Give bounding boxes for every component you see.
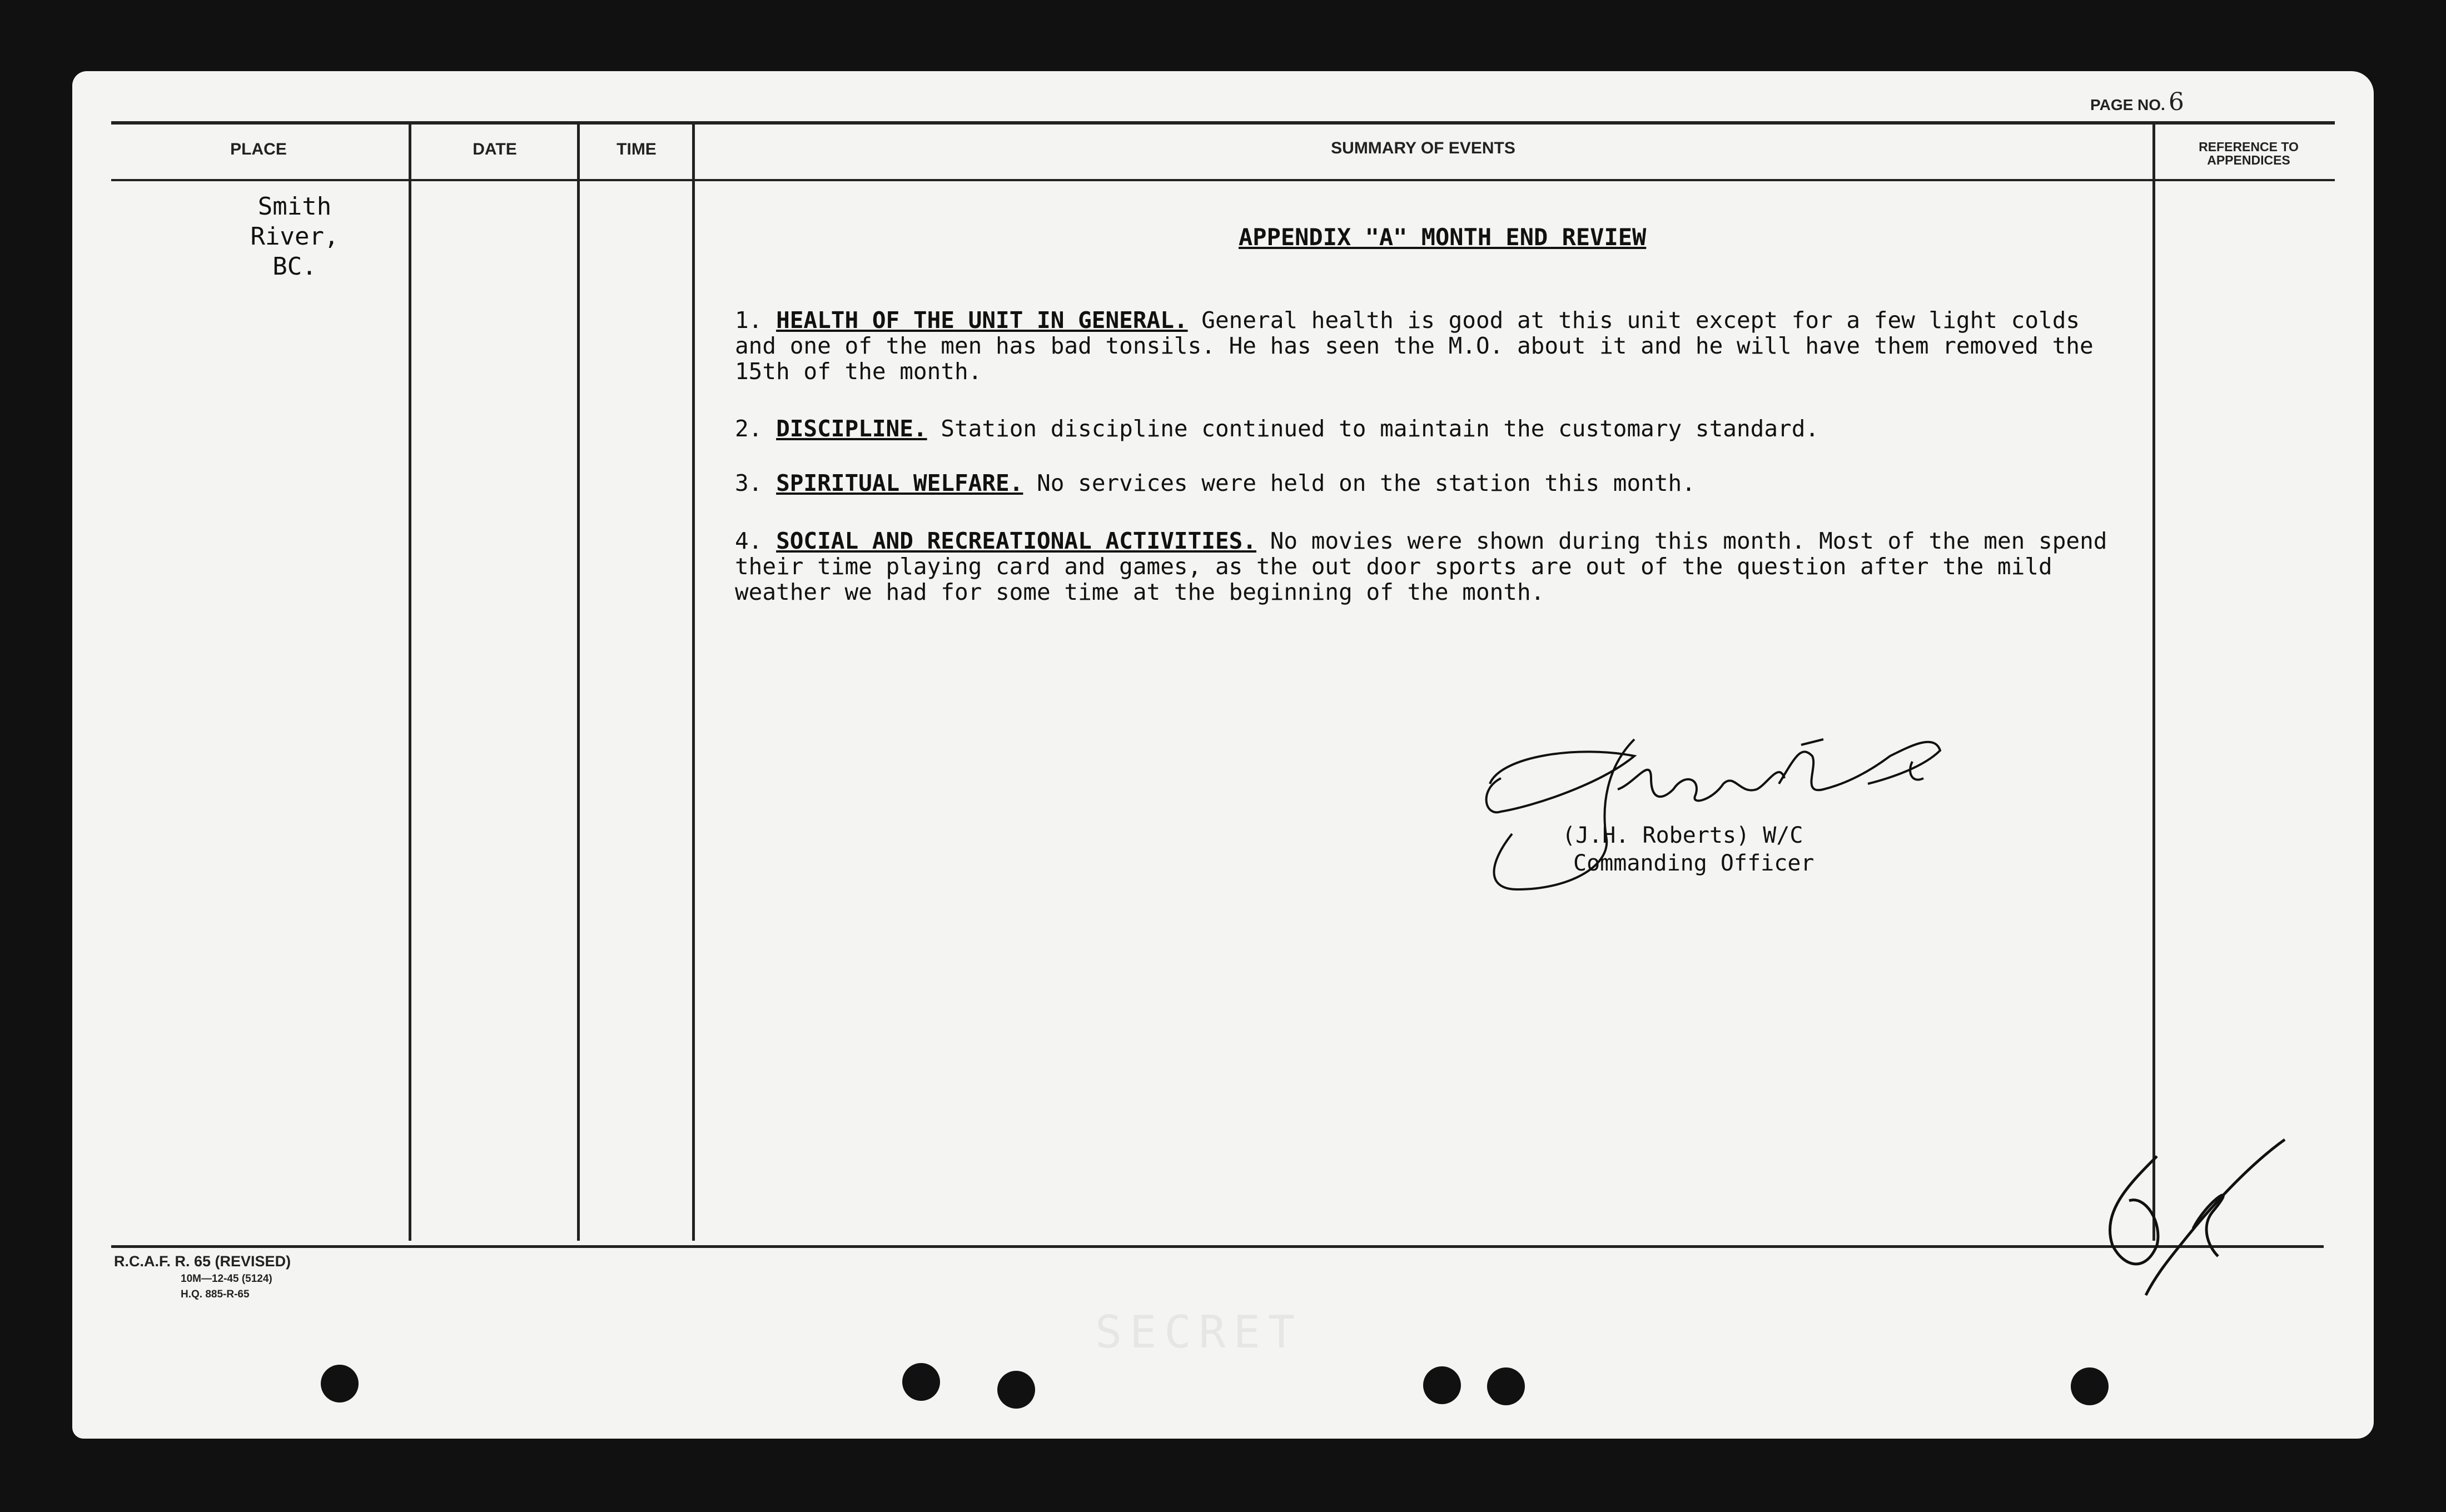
item-number: 4. [735,528,763,554]
punch-hole [2071,1367,2109,1405]
header-date: DATE [473,140,517,158]
item-number: 2. [735,415,763,442]
header-rule [111,179,2335,181]
item-number: 3. [735,470,763,496]
punch-hole [902,1363,940,1401]
item-heading: DISCIPLINE. [776,415,927,442]
punch-hole [997,1371,1035,1409]
punch-hole [321,1365,359,1402]
item-number: 1. [735,307,763,334]
place-value: Smith River, BC. [250,192,339,281]
item-text: General health is good at this unit except for a few light colds and one of the men has bad tonsils. He has seen the M.O. about it and he will have them removed the 15th of the month. [735,307,2094,385]
document-sheet [72,71,2374,1439]
column-divider-summary [2152,123,2155,1241]
top-rule [111,121,2335,125]
item-text: No movies were shown during this month. Most of the men spend their time playing card and games, as the out door sports are out of the question after the mild weather we had for some time at the beginning of the month. [735,528,2107,605]
column-divider-date [577,123,580,1241]
watermark-text: SECRET [1095,1306,1302,1358]
bottom-rule [111,1245,2324,1248]
punch-hole [1423,1366,1461,1404]
item-text: No services were held on the station this month. [1037,470,1696,496]
item-text: Station discipline continued to maintain the customary standard. [941,415,1819,442]
list-item [735,470,2114,496]
page-number-label: PAGE NO. [2090,96,2165,113]
header-place: PLACE [230,140,287,158]
print-line: 10M—12-45 (5124) [181,1273,272,1285]
list-item [735,307,2114,384]
header-reference: REFERENCE TO APPENDICES [2199,140,2299,167]
page-number-value: 6 [2168,88,2184,116]
list-item [735,528,2114,605]
column-divider-place [409,123,411,1241]
page-number [2090,88,2184,116]
signatory-name: (J.H. Roberts) W/C [1562,823,1803,848]
header-summary: SUMMARY OF EVENTS [1331,139,1515,157]
item-heading: SPIRITUAL WELFARE. [776,470,1023,496]
appendix-title: APPENDIX "A" MONTH END REVIEW [1239,223,1647,251]
initials-handwriting [2096,1134,2301,1301]
header-time: TIME [617,140,657,158]
signature-handwriting [1468,723,1957,906]
form-number: R.C.A.F. R. 65 (REVISED) [114,1253,291,1270]
item-heading: HEALTH OF THE UNIT IN GENERAL. [776,307,1188,334]
item-heading: SOCIAL AND RECREATIONAL ACTIVITIES. [776,528,1257,554]
punch-hole [1487,1367,1525,1405]
column-divider-time [692,123,695,1241]
hq-line: H.Q. 885-R-65 [181,1289,250,1300]
list-item [735,416,2114,441]
signatory-title: Commanding Officer [1573,850,1814,876]
